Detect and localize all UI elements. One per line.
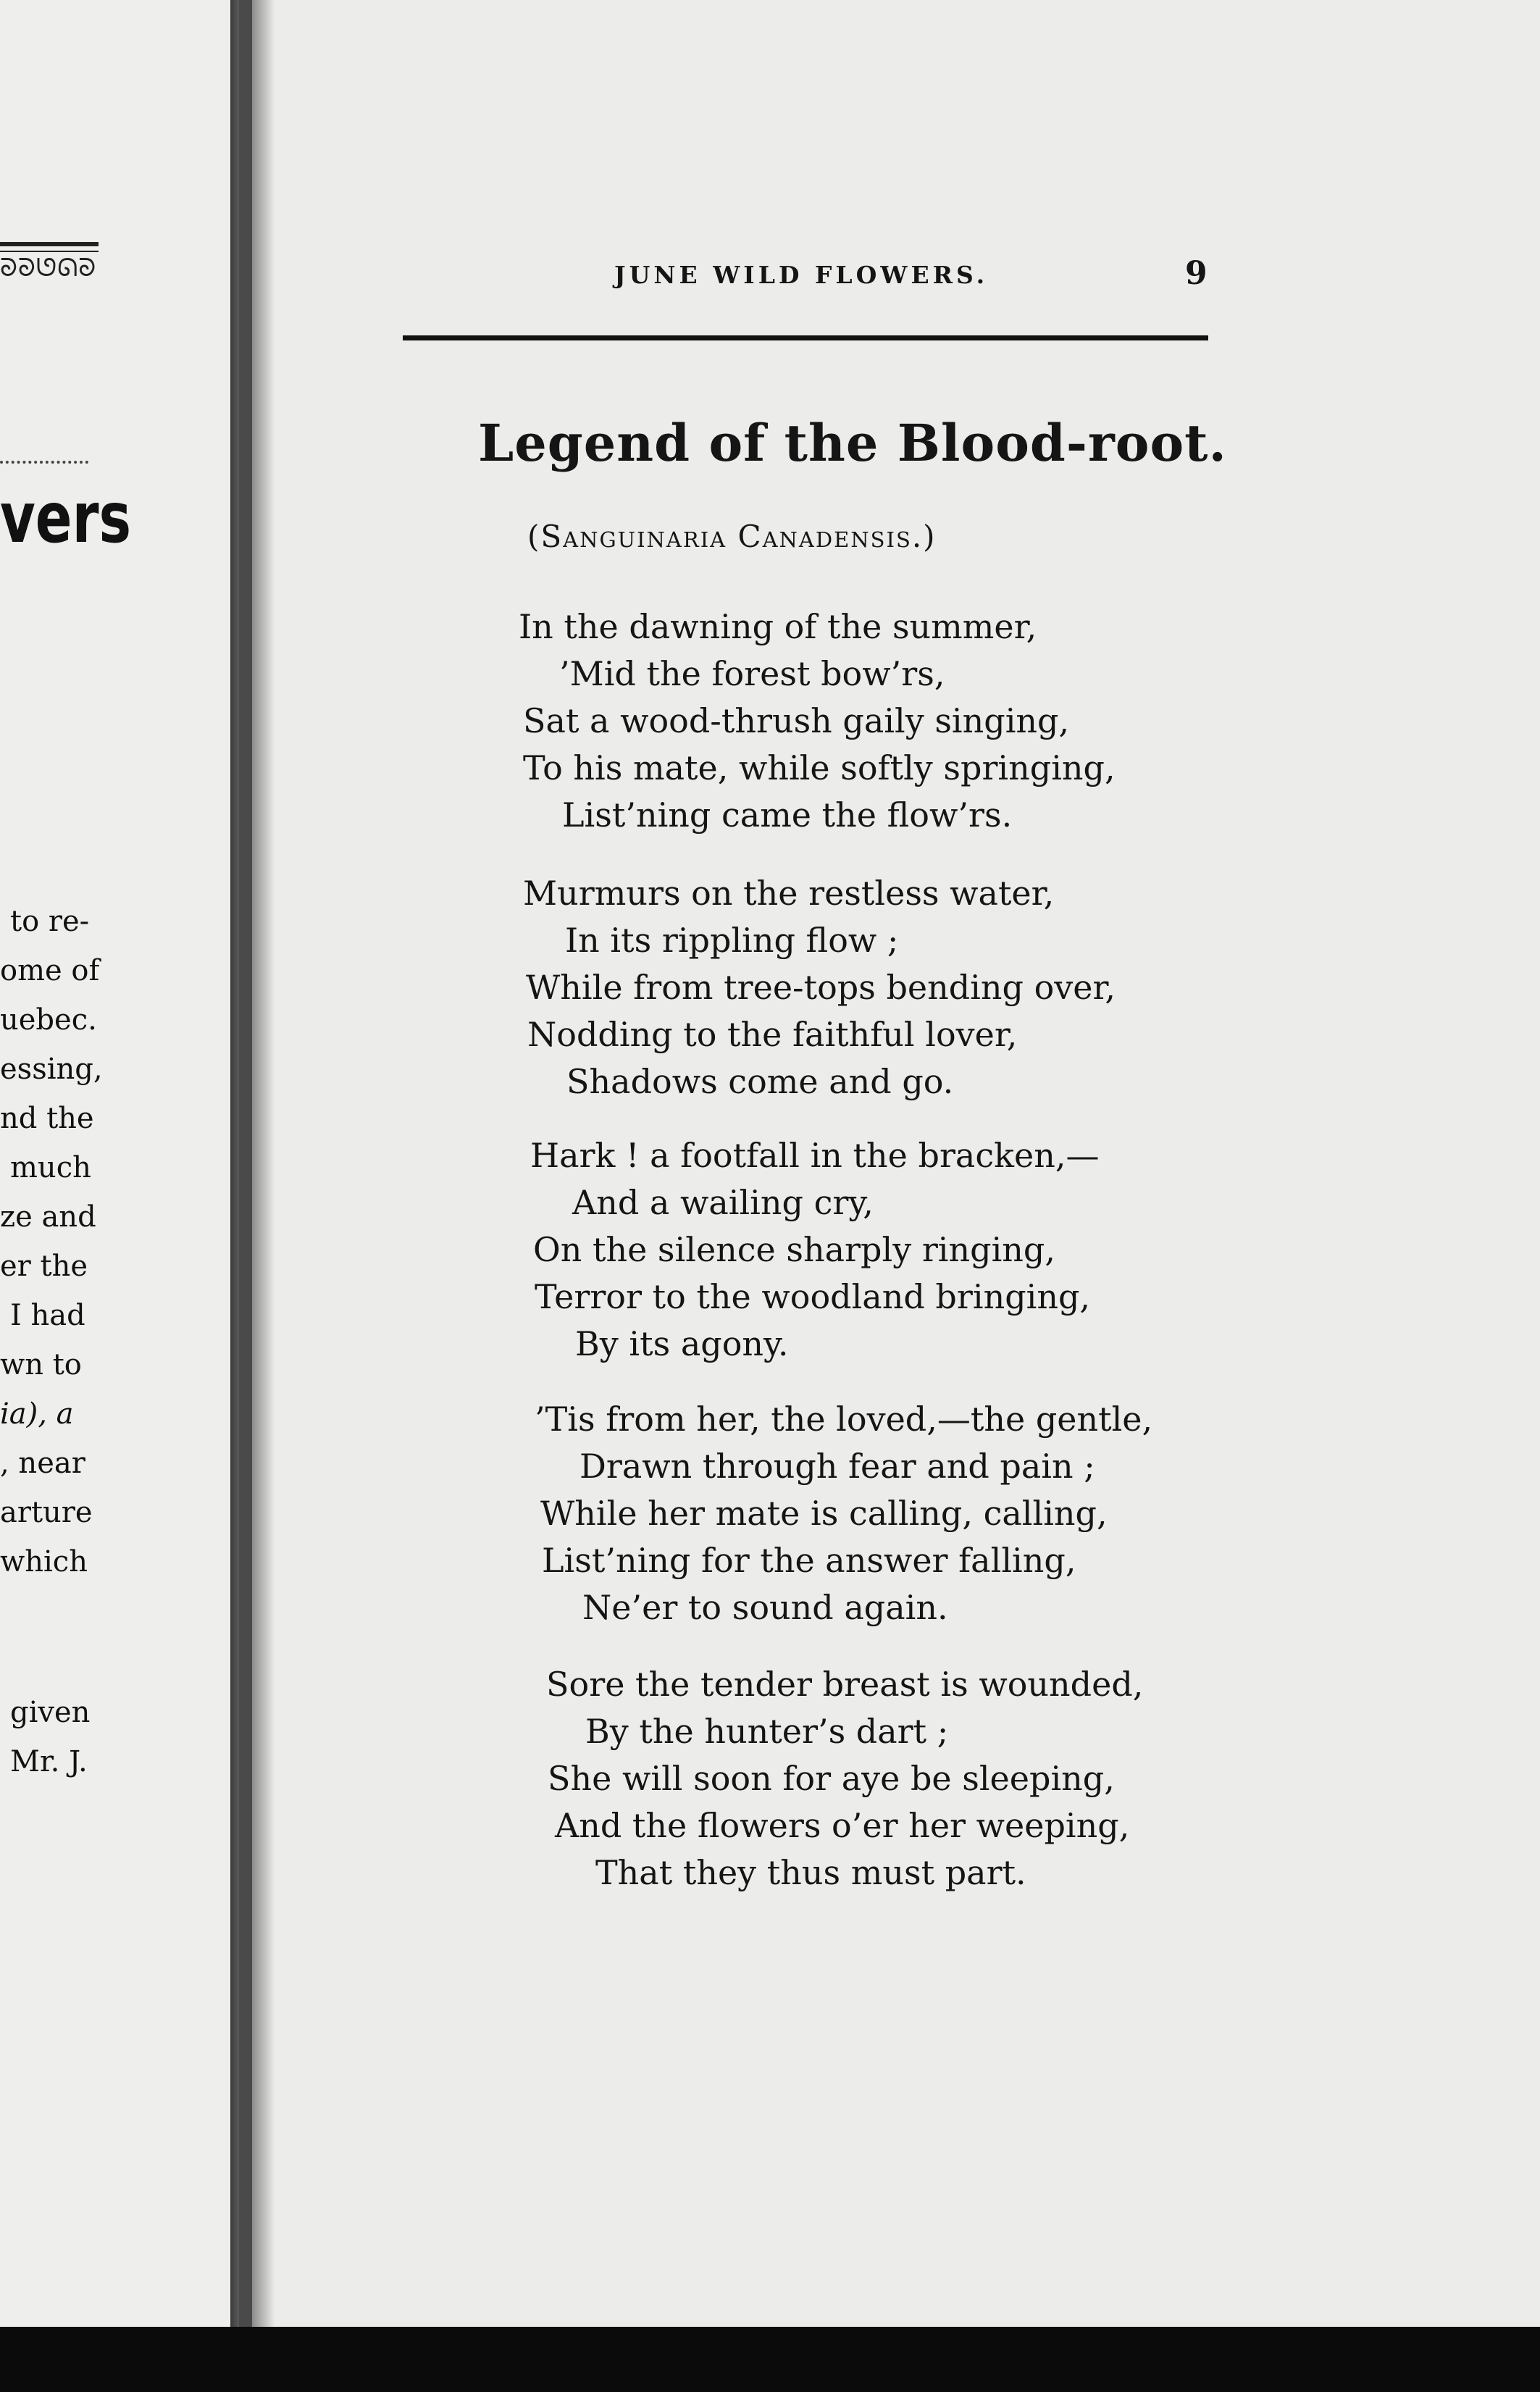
poem-subtitle: (Sanguinaria Canadensis.) [527, 519, 937, 554]
left-text-line: ia), a [0, 1397, 74, 1431]
poem-line: While from tree-tops bending over, [526, 968, 1116, 1007]
left-text-line: which [0, 1545, 88, 1578]
left-text-line: ome of [0, 954, 100, 987]
poem-line: List’ning came the flow’rs. [562, 795, 1013, 835]
poem-line: In its rippling flow ; [565, 921, 899, 960]
left-text-line: ze and [0, 1200, 96, 1234]
poem-line: ’Tis from her, the loved,—the gentle, [535, 1400, 1153, 1439]
poem-line: Nodding to the faithful lover, [527, 1015, 1018, 1054]
book-gutter-edge [239, 0, 252, 2327]
left-text-line: nd the [0, 1102, 94, 1135]
left-dotted-rule [0, 461, 88, 464]
poem-title: Legend of the Blood-root. [478, 413, 1227, 473]
left-ornament: ᘐᘐᘎᘏᘐ [0, 254, 97, 283]
left-text-line: given [10, 1696, 91, 1729]
scan-bottom-edge [0, 2327, 1540, 2392]
left-text-line: Mr. J. [10, 1745, 88, 1778]
left-text-line: uebec. [0, 1003, 97, 1037]
left-text-line: er the [0, 1250, 88, 1283]
poem-line: Sat a wood-thrush gaily singing, [523, 701, 1070, 740]
book-gutter-shadow [230, 0, 274, 2327]
poem-line: Shadows come and go. [566, 1062, 954, 1101]
poem-line: Murmurs on the restless water, [523, 874, 1055, 913]
poem-line: While her mate is calling, calling, [540, 1494, 1108, 1533]
poem-line: And a wailing cry, [572, 1183, 874, 1222]
running-head: JUNE WILD FLOWERS. [614, 261, 989, 289]
poem-line: She will soon for aye be sleeping, [548, 1759, 1115, 1798]
left-text-line: to re- [10, 905, 90, 938]
left-ornament-rule-thin [0, 251, 99, 252]
poem-line: On the silence sharply ringing, [533, 1230, 1055, 1269]
left-text-line: I had [10, 1299, 85, 1332]
poem-line: List’ning for the answer falling, [542, 1541, 1076, 1580]
poem-line: Sore the tender breast is wounded, [546, 1665, 1144, 1704]
previous-page-fragment [0, 0, 239, 2327]
left-text-line: , near [0, 1447, 85, 1480]
left-text-line: essing, [0, 1053, 103, 1086]
left-text-line: arture [0, 1496, 93, 1529]
poem-line: By the hunter’s dart ; [585, 1712, 949, 1751]
poem-line: Hark ! a footfall in the bracken,— [530, 1136, 1100, 1175]
poem-line: To his mate, while softly springing, [523, 748, 1116, 787]
poem-line: That they thus must part. [595, 1853, 1026, 1892]
left-text-line: much [10, 1151, 91, 1184]
page-number: 9 [1185, 255, 1208, 292]
poem-line: Drawn through fear and pain ; [579, 1447, 1095, 1486]
poem-line: Ne’er to sound again. [582, 1588, 948, 1627]
left-text-line: wn to [0, 1348, 82, 1381]
poem-line: In the dawning of the summer, [519, 607, 1037, 646]
left-heading-fragment: vers [0, 477, 132, 559]
poem-line: ’Mid the forest bow’rs, [559, 654, 945, 693]
poem-line: Terror to the woodland bringing, [535, 1277, 1091, 1316]
poem-line: By its agony. [575, 1324, 789, 1363]
left-ornament-rule [0, 242, 99, 246]
poem-line: And the flowers o’er her weeping, [555, 1806, 1130, 1845]
header-rule [403, 335, 1208, 340]
